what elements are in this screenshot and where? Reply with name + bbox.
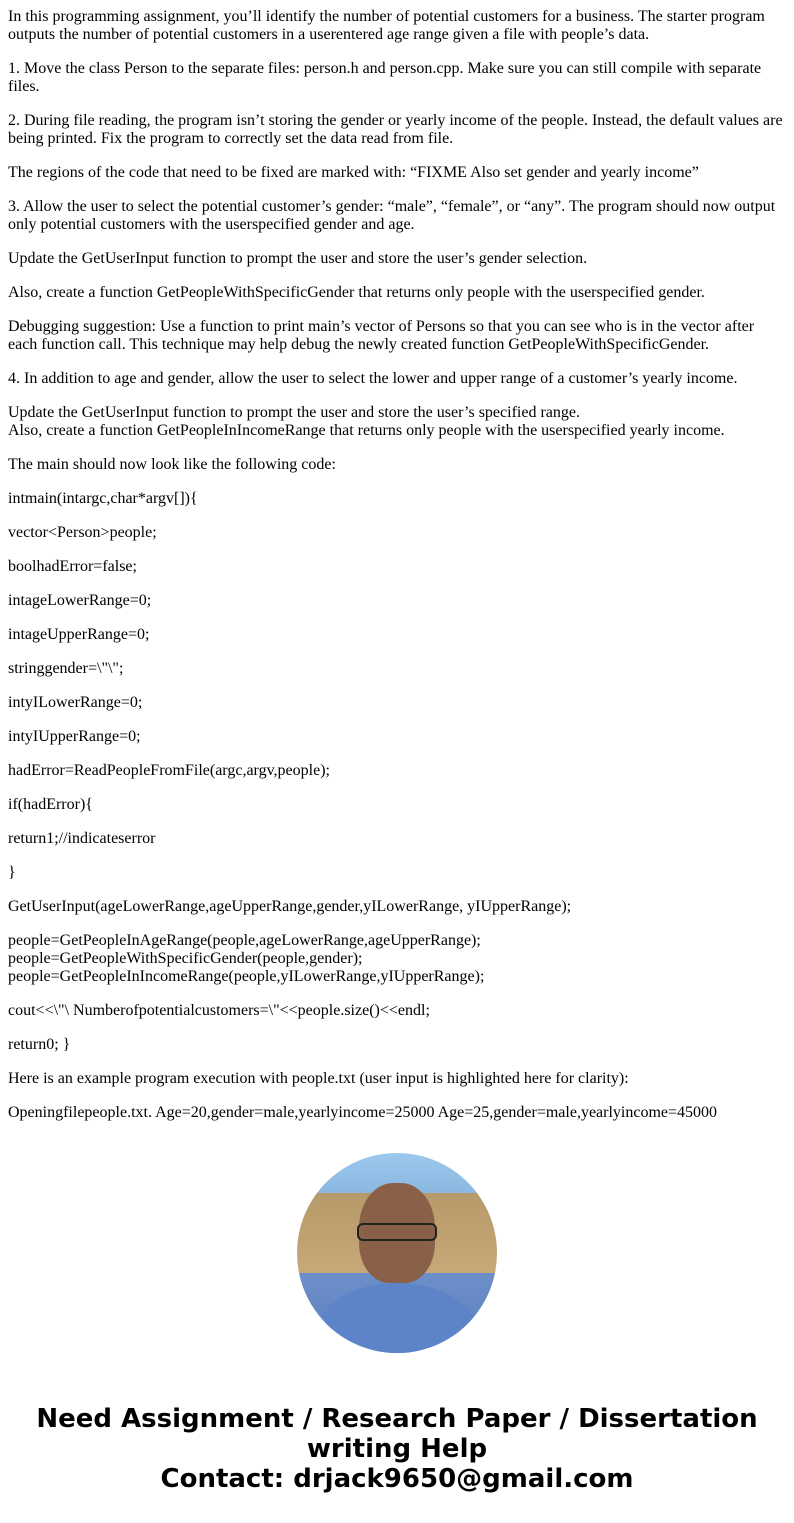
code-line: stringgender=\"\";	[8, 660, 124, 677]
code-line: boolhadError=false;	[8, 558, 137, 575]
code-line: intageLowerRange=0;	[8, 592, 152, 609]
update-gender: Update the GetUserInput function to prompt the user and store the user’s gender selection.	[8, 250, 588, 267]
main-intro: The main should now look like the following code:	[8, 456, 336, 473]
code-line: hadError=ReadPeopleFromFile(argc,argv,people);	[8, 762, 330, 779]
footer-line-2: writing Help	[306, 1434, 488, 1464]
intro-paragraph: In this programming assignment, you’ll identify the number of potential customers for a business. The starter program outputs the number of potential customers in a userentered age range given a file with people’s data.	[8, 8, 765, 43]
code-line: }	[8, 864, 16, 881]
code-block: people=GetPeopleInAgeRange(people,ageLowerRange,ageUpperRange); people=GetPeopleWithSpecificGender(people,gender); people=GetPeopleInIncomeRange(people,yILowerRange,yIUpperRange);	[8, 932, 485, 985]
step-1: 1. Move the class Person to the separate files: person.h and person.cpp. Make sure you can still compile with separate files.	[8, 60, 762, 95]
code-line: return1;//indicateserror	[8, 830, 156, 847]
step-3: 3. Allow the user to select the potential customer’s gender: “male”, “female”, or “any”. The program should now output only potential customers with the userspecified gender and age.	[8, 198, 776, 233]
update-income: Update the GetUserInput function to prompt the user and store the user’s specified range. Also, create a function GetPeopleInIncomeRange that returns only people with the userspecified yearly income.	[8, 404, 725, 439]
photo-shirt	[317, 1283, 477, 1353]
footer-contact: Contact: drjack9650@gmail.com	[160, 1464, 634, 1494]
debug-suggestion: Debugging suggestion: Use a function to print main’s vector of Persons so that you can see who is in the vector after each function call. This technique may help debug the newly created function GetPeopleWithSpecificGender.	[8, 318, 755, 353]
code-line: intageUpperRange=0;	[8, 626, 150, 643]
code-line: intyILowerRange=0;	[8, 694, 143, 711]
cout-line: cout<<\"\ Numberofpotentialcustomers=\"<<people.size()<<endl;	[8, 1002, 430, 1019]
code-line: if(hadError){	[8, 796, 93, 813]
author-photo	[297, 1153, 497, 1353]
step-2: 2. During file reading, the program isn’t storing the gender or yearly income of the people. Instead, the default values are being printed. Fix the program to correctly set the data read from file.	[8, 112, 783, 147]
create-gender-func: Also, create a function GetPeopleWithSpecificGender that returns only people with the userspecified gender.	[8, 284, 705, 301]
fixme-note: The regions of the code that need to be fixed are marked with: “FIXME Also set gender and yearly income”	[8, 164, 699, 181]
code-line: intyIUpperRange=0;	[8, 728, 141, 745]
contact-footer	[0, 1404, 794, 1494]
step-4: 4. In addition to age and gender, allow the user to select the lower and upper range of a customer’s yearly income.	[8, 370, 738, 387]
example-intro: Here is an example program execution with people.txt (user input is highlighted here for clarity):	[8, 1070, 629, 1087]
return-line: return0; }	[8, 1036, 71, 1053]
code-line: GetUserInput(ageLowerRange,ageUpperRange,gender,yILowerRange, yIUpperRange);	[8, 898, 572, 915]
code-line: vector<Person>people;	[8, 524, 157, 541]
photo-glasses	[357, 1223, 437, 1241]
footer-line-1: Need Assignment / Research Paper / Dissertation	[36, 1404, 758, 1434]
code-line: intmain(intargc,char*argv[]){	[8, 490, 198, 507]
example-output: Openingfilepeople.txt. Age=20,gender=male,yearlyincome=25000 Age=25,gender=male,yearlyincome=45000	[8, 1104, 718, 1121]
